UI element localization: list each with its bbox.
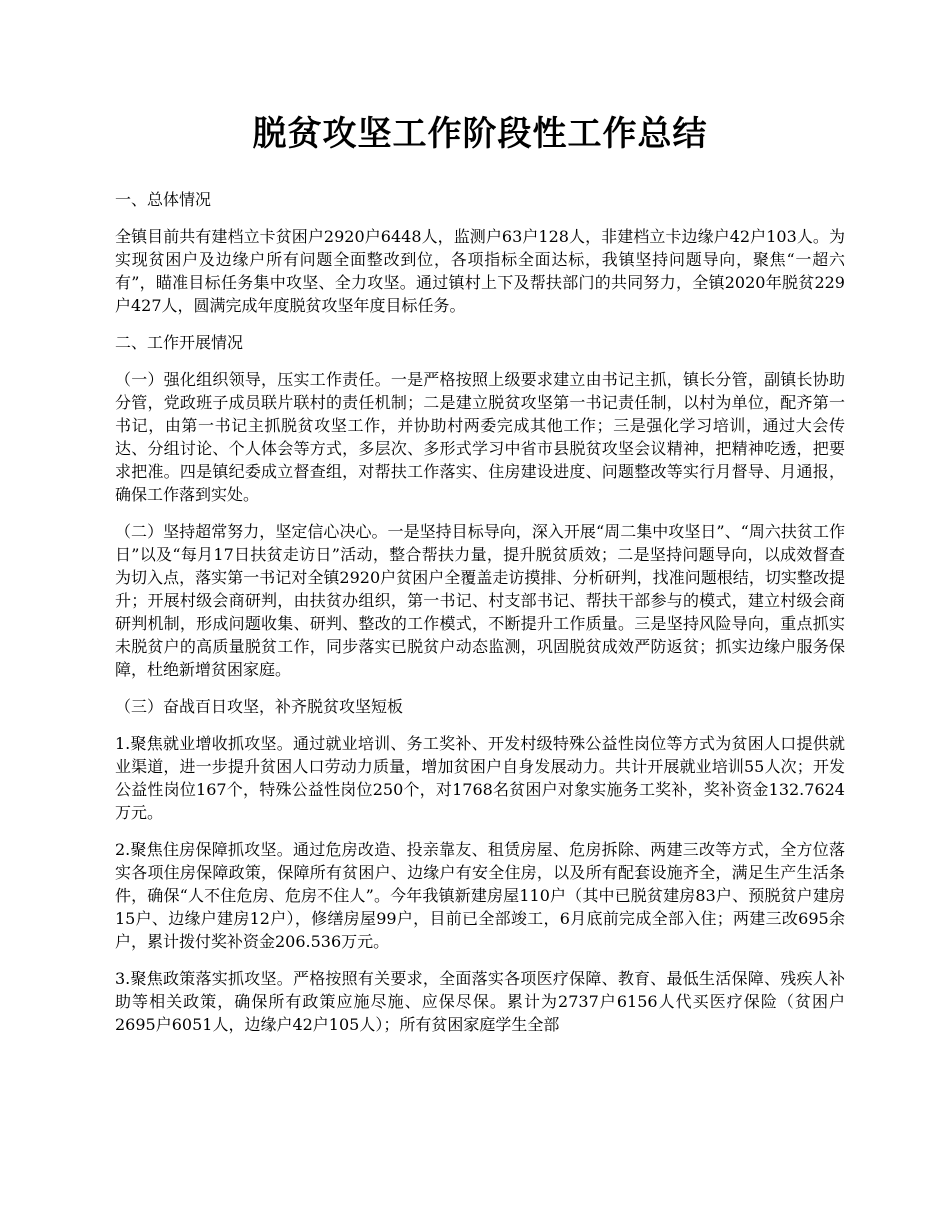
- work-item-organization: （一）强化组织领导，压实工作责任。一是严格按照上级要求建立由书记主抓，镇长分管，副镇长协助分管，党政班子成员联片联村的责任机制；二是建立脱贫攻坚第一书记责任制，以村为单位，配齐第一书记，由第一书记主抓脱贫攻坚工作，并协助村两委完成其他工作；三是强化学习培训，通过大会传达、分组讨论、个人体会等方式，多层次、多形式学习中省市县脱贫攻坚会议精神，把精神吃透，把要求把准。四是镇纪委成立督查组，对帮扶工作落实、住房建设进度、问题整改等实行月督导、月通报，确保工作落到实处。: [115, 370, 845, 504]
- point-employment: 1.聚焦就业增收抓攻坚。通过就业培训、务工奖补、开发村级特殊公益性岗位等方式为贫困人口提供就业渠道，进一步提升贫困人口劳动力质量，增加贫困户自身发展动力。共计开展就业培训55人次；开发公益性岗位167个，特殊公益性岗位250个，对1768名贫困户对象实施务工奖补，奖补资金132.7624万元。: [115, 734, 845, 822]
- work-item-hundred-days: （三）奋战百日攻坚，补齐脱贫攻坚短板: [115, 697, 404, 716]
- document-page: [115, 108, 845, 1050]
- document-title: 脱贫攻坚工作阶段性工作总结: [252, 114, 708, 154]
- overview-paragraph: 全镇目前共有建档立卡贫困户2920户6448人，监测户63户128人，非建档立卡边缘户42户103人。为实现贫困户及边缘户所有问题全面整改到位，各项指标全面达标，我镇坚持问题导向，聚焦“一超六有”，瞄准目标任务集中攻坚、全力攻坚。通过镇村上下及帮扶部门的共同努力，全镇2020年脱贫229户427人，圆满完成年度脱贫攻坚年度目标任务。: [115, 227, 845, 315]
- work-item-effort: （二）坚持超常努力，坚定信心决心。一是坚持目标导向，深入开展“周二集中攻坚日”、“周六扶贫工作日”以及“每月17日扶贫走访日”活动，整合帮扶力量，提升脱贫质效；二是坚持问题导向，以成效督查为切入点，落实第一书记对全镇2920户贫困户全覆盖走访摸排、分析研判，找准问题根结，切实整改提升；开展村级会商研判，由扶贫办组织，第一书记、村支部书记、帮扶干部参与的模式，建立村级会商研判机制，形成问题收集、研判、整改的工作模式，不断提升工作质量。三是坚持风险导向，重点抓实未脱贫户的高质量脱贫工作，同步落实已脱贫户动态监测，巩固脱贫成效严防返贫；抓实边缘户服务保障，杜绝新增贫困家庭。: [115, 522, 845, 679]
- point-policy: 3.聚焦政策落实抓攻坚。严格按照有关要求，全面落实各项医疗保障、教育、最低生活保障、残疾人补助等相关政策，确保所有政策应施尽施、应保尽保。累计为2737户6156人代买医疗保险（贫困户2695户6051人，边缘户42户105人）；所有贫困家庭学生全部: [115, 969, 845, 1034]
- section-heading-overview: 一、总体情况: [115, 190, 212, 209]
- point-housing: 2.聚焦住房保障抓攻坚。通过危房改造、投亲靠友、租赁房屋、危房拆除、两建三改等方式，全方位落实各项住房保障政策，保障所有贫困户、边缘户有安全住房，以及所有配套设施齐全，满足生产生活条件，确保“人不住危房、危房不住人”。今年我镇新建房屋110户（其中已脱贫建房83户、预脱贫户建房15户、边缘户建房12户），修缮房屋99户，目前已全部竣工，6月底前完成全部入住；两建三改695余户，累计拨付奖补资金206.536万元。: [115, 840, 845, 951]
- section-heading-work: 二、工作开展情况: [115, 333, 244, 352]
